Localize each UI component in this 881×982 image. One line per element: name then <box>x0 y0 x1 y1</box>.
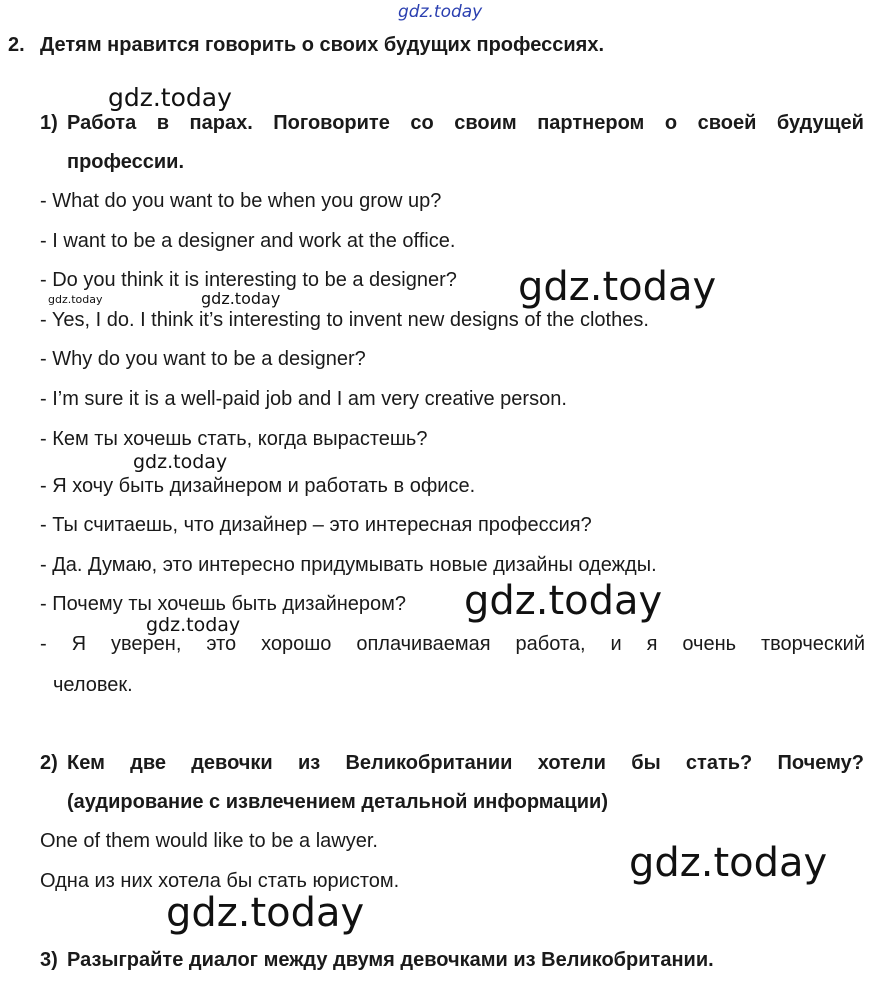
word: Я <box>71 633 87 655</box>
word: бы <box>631 752 661 774</box>
word: и <box>610 633 622 655</box>
part1-title-line1 <box>67 111 864 135</box>
word: Поговорите <box>273 112 390 134</box>
word: в <box>156 112 170 134</box>
dialogue-line: - Я хочу быть дизайнером и работать в офисе. <box>40 475 476 497</box>
word: - <box>40 633 47 655</box>
task-number: 2. <box>8 34 25 56</box>
dialogue-line: - Yes, I do. I think it’s interesting to invent new designs of the clothes. <box>40 309 649 331</box>
watermark: gdz.today <box>629 840 828 886</box>
dialogue-last-line2: человек. <box>53 674 133 696</box>
word: из <box>297 752 321 774</box>
part1-title-line2: профессии. <box>67 151 185 173</box>
word: девочки <box>191 752 273 774</box>
word: Кем <box>67 752 105 774</box>
part3-number: 3) <box>40 949 58 971</box>
word: это <box>206 633 237 655</box>
watermark-top: gdz.today <box>398 2 483 22</box>
word: хорошо <box>261 633 332 655</box>
part1-number: 1) <box>40 112 58 134</box>
word: Почему? <box>777 752 864 774</box>
word: будущей <box>776 112 864 134</box>
word: парах. <box>189 112 253 134</box>
dialogue-line: - Do you think it is interesting to be a designer? <box>40 269 457 291</box>
dialogue-line: - Ты считаешь, что дизайнер – это интересная профессия? <box>40 514 592 536</box>
dialogue-line: - Да. Думаю, это интересно придумывать новые дизайны одежды. <box>40 554 657 576</box>
answer-ru: Одна из них хотела бы стать юристом. <box>40 870 400 892</box>
watermark: gdz.today <box>166 890 365 936</box>
part2-number: 2) <box>40 752 58 774</box>
dialogue-last-line1 <box>40 632 865 656</box>
word: стать? <box>685 752 753 774</box>
watermark: gdz.today <box>146 614 241 636</box>
watermark: gdz.today <box>201 289 281 308</box>
part3-title: Разыграйте диалог между двумя девочками из Великобритании. <box>67 949 714 971</box>
word: работа, <box>515 633 586 655</box>
word: своей <box>697 112 757 134</box>
word: своим <box>454 112 517 134</box>
word: партнером <box>537 112 645 134</box>
word: со <box>410 112 434 134</box>
part2-title-line2: (аудирование с извлечением детальной информации) <box>67 791 608 813</box>
word: Работа <box>67 112 137 134</box>
word: оплачиваемая <box>356 633 491 655</box>
watermark: gdz.today <box>108 83 232 112</box>
watermark: gdz.today <box>518 264 717 310</box>
word: я <box>646 633 658 655</box>
word: хотели <box>537 752 606 774</box>
word: две <box>130 752 166 774</box>
answer-en: One of them would like to be a lawyer. <box>40 830 378 852</box>
dialogue-line: - Почему ты хочешь быть дизайнером? <box>40 593 407 615</box>
dialogue-line: - I want to be a designer and work at the office. <box>40 230 456 252</box>
watermark: gdz.today <box>133 451 228 473</box>
dialogue-line: - I’m sure it is a well-paid job and I am very creative person. <box>40 388 567 410</box>
watermark: gdz.today <box>464 578 663 624</box>
task-title: Детям нравится говорить о своих будущих профессиях. <box>40 34 604 56</box>
word: творческий <box>760 633 865 655</box>
word: очень <box>682 633 737 655</box>
dialogue-line: - What do you want to be when you grow up? <box>40 190 442 212</box>
word: Великобритании <box>345 752 513 774</box>
word: уверен, <box>111 633 182 655</box>
part2-title-line1 <box>67 751 864 775</box>
watermark: gdz.today <box>48 293 103 306</box>
dialogue-line: - Кем ты хочешь стать, когда вырастешь? <box>40 428 428 450</box>
word: о <box>664 112 678 134</box>
dialogue-line: - Why do you want to be a designer? <box>40 348 366 370</box>
